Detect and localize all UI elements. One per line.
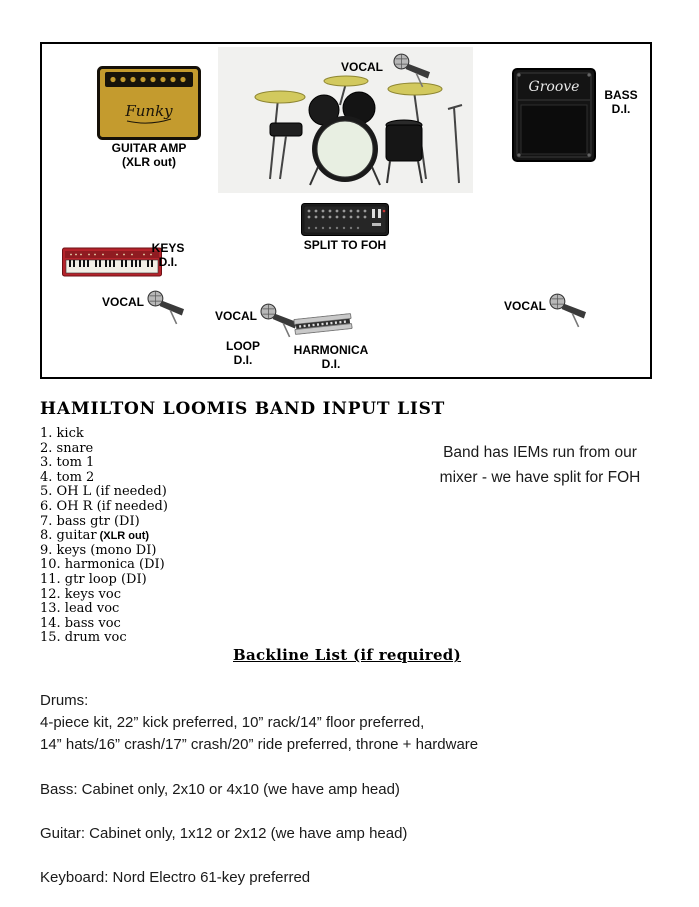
mixer-image (301, 203, 389, 236)
bass-di-label (598, 88, 644, 116)
guitar-amp-image (97, 66, 201, 140)
guitar-amp-brand: Funky (125, 102, 173, 120)
guitar-amp-label (92, 141, 206, 169)
input-list-item (40, 631, 168, 646)
bass-di-label-line1: BASS (604, 88, 638, 102)
loop-di-label (217, 339, 269, 367)
input-item-label: 14. bass voc (40, 615, 121, 631)
input-list-item (40, 485, 168, 500)
input-item-label: 4. tom 2 (40, 469, 95, 485)
vocal-label-lead: VOCAL (215, 309, 257, 323)
page-title: HAMILTON LOOMIS BAND INPUT LIST (40, 399, 446, 419)
input-list-item (40, 471, 168, 486)
microphone-icon (546, 292, 590, 328)
input-list-item (40, 558, 168, 573)
vocal-label-bass: VOCAL (504, 299, 546, 313)
guitar-amp-label-line1: GUITAR AMP (111, 141, 187, 155)
input-list-item (40, 456, 168, 471)
harmonica-di-label (290, 343, 372, 371)
input-item-label: 8. guitar (40, 528, 97, 544)
stage-plot (40, 42, 652, 379)
input-item-xlr-note: (XLR out) (99, 530, 150, 543)
input-list-item (40, 602, 168, 617)
backline-drums-line2: 4-piece kit, 22” kick preferred, 10” rack/14” floor preferred, (40, 714, 425, 731)
input-item-label: 10. harmonica (DI) (40, 557, 165, 573)
iem-note-line1: Band has IEMs run from our (443, 444, 637, 461)
input-list-item (40, 515, 168, 530)
microphone-icon (144, 289, 188, 325)
input-list-item (40, 500, 168, 515)
input-list (40, 427, 168, 646)
split-to-foh-label: SPLIT TO FOH (303, 238, 387, 252)
input-list-item (40, 442, 168, 457)
harmonica-di-label-line1: HARMONICA (293, 343, 369, 357)
loop-di-label-line1: LOOP (225, 339, 260, 353)
backline-drums-line1: Drums: (40, 692, 89, 709)
vocal-label-drums: VOCAL (341, 60, 383, 74)
input-list-item (40, 588, 168, 603)
input-item-label: 3. tom 1 (40, 455, 95, 471)
backline-drums (40, 690, 478, 756)
keys-di-label-line1: KEYS (151, 241, 185, 255)
backline-heading: Backline List (if required) (233, 646, 461, 664)
input-list-item (40, 427, 168, 442)
bass-di-label-line2: D.I. (611, 102, 631, 116)
backline-guitar: Guitar: Cabinet only, 1x12 or 2x12 (we have amp head) (40, 825, 408, 842)
keys-di-label (139, 241, 197, 269)
input-item-label: 2. snare (40, 440, 94, 456)
input-item-label: 1. kick (40, 426, 84, 441)
input-item-label: 5. OH L (if needed) (40, 484, 167, 500)
microphone-icon (390, 52, 434, 88)
input-list-item (40, 544, 168, 559)
iem-note (415, 440, 665, 490)
input-list-item (40, 529, 168, 544)
input-list-item (40, 617, 168, 632)
input-item-label: 13. lead voc (40, 601, 120, 617)
input-item-label: 11. gtr loop (DI) (40, 571, 147, 587)
harmonica-image (293, 313, 352, 335)
bass-amp-brand: Groove (528, 79, 580, 95)
backline-keyboard: Keyboard: Nord Electro 61-key preferred (40, 869, 311, 886)
backline-bass: Bass: Cabinet only, 2x10 or 4x10 (we have amp head) (40, 781, 400, 798)
input-item-label: 7. bass gtr (DI) (40, 513, 140, 529)
bass-amp-image (512, 68, 596, 162)
input-item-label: 15. drum voc (40, 630, 127, 646)
input-item-label: 12. keys voc (40, 586, 121, 602)
harmonica-di-label-line2: D.I. (321, 357, 341, 371)
input-item-label: 6. OH R (if needed) (40, 498, 168, 514)
input-list-item (40, 573, 168, 588)
vocal-label-keys: VOCAL (102, 295, 144, 309)
keys-di-label-line2: D.I. (158, 255, 178, 269)
iem-note-line2: mixer - we have split for FOH (439, 469, 641, 486)
guitar-amp-label-line2: (XLR out) (122, 155, 176, 169)
input-item-label: 9. keys (mono DI) (40, 542, 157, 558)
backline-drums-line3: 14” hats/16” crash/17” crash/20” ride preferred, throne + hardware (40, 736, 479, 753)
loop-di-label-line2: D.I. (233, 353, 253, 367)
